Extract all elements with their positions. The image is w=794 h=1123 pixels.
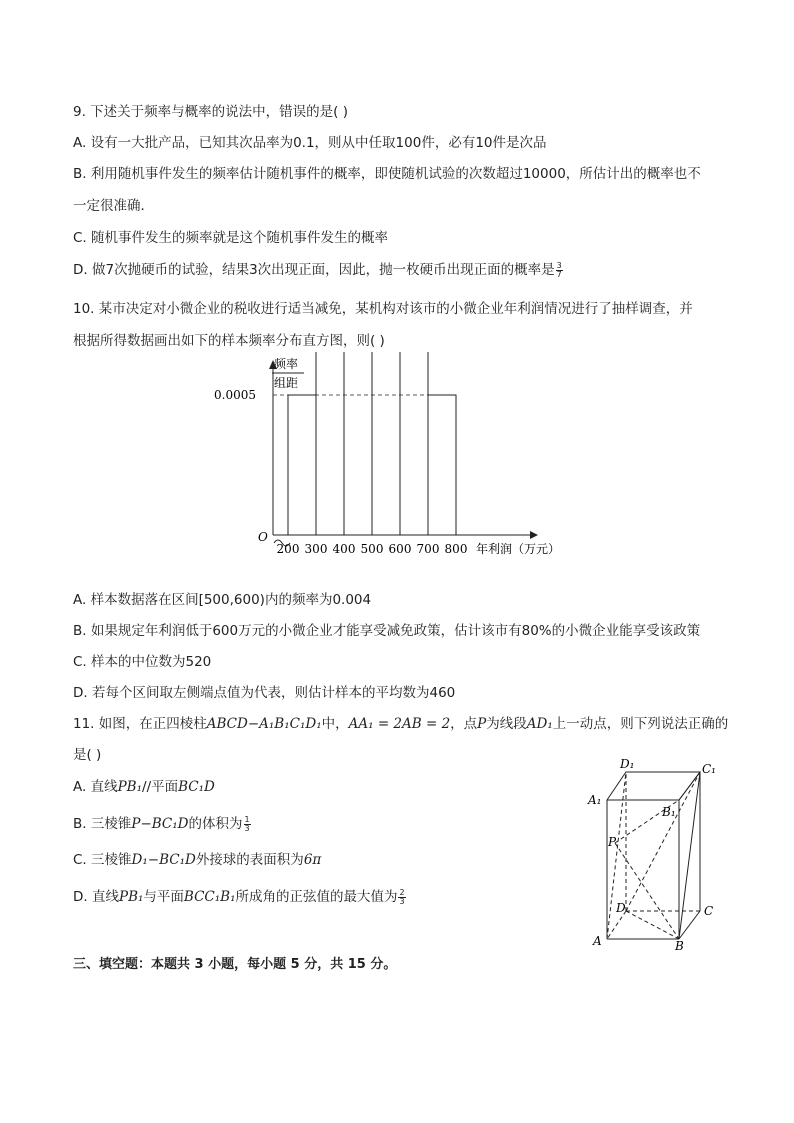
q11-d-fraction: $\frac{2}{3}$ xyxy=(399,887,405,906)
top-face xyxy=(607,772,700,800)
label-b1: B₁ xyxy=(662,805,676,819)
label-a: A xyxy=(593,934,602,948)
histogram-bar xyxy=(344,352,372,535)
histogram-bar xyxy=(400,352,428,535)
label-c: C xyxy=(704,904,714,918)
histogram-plot xyxy=(214,352,560,556)
label-c1: C₁ xyxy=(702,762,716,776)
x-axis-label: 年利润（万元） xyxy=(476,542,561,556)
label-d: D xyxy=(616,901,626,915)
q11-b-fraction: $\frac{1}{3}$ xyxy=(244,814,250,833)
x-axis-arrow xyxy=(530,531,538,539)
q10-option-a: A. 样本数据落在区间[500,600)内的频率为0.004 xyxy=(73,592,372,608)
histogram-chart xyxy=(200,352,600,562)
label-a1: A₁ xyxy=(588,793,602,807)
q9-option-c: C. 随机事件发生的频率就是这个随机事件发生的概率 xyxy=(73,230,389,246)
q11-option-d: D. 直线PB₁与平面BCC₁B₁所成角的正弦值的最大值为 $\frac{2}{3}$ xyxy=(73,887,405,906)
q10-stem-line2: 根据所得数据画出如下的样本频率分布直方图，则( ) xyxy=(73,333,385,349)
histogram-bar xyxy=(316,352,344,535)
q10-stem-line1: 10. 某市决定对小微企业的税收进行适当减免，某机构对该市的小微企业年利润情况进行了抽样调查，并 xyxy=(73,301,693,317)
q11-option-c: C. 三棱锥D₁−BC₁D外接球的表面积为6π xyxy=(73,852,322,868)
origin-label: O xyxy=(258,530,268,544)
q9-option-d xyxy=(73,260,563,280)
histogram-bar xyxy=(288,395,316,535)
prism-figure xyxy=(580,752,730,952)
q9-stem: 9. 下述关于频率与概率的说法中，错误的是( ) xyxy=(73,104,348,120)
q11-option-a: A. 直线PB₁//平面BC₁D xyxy=(73,779,215,795)
q9-option-d-text: D. 做7次抛硬币的试验，结果3次出现正面，因此，抛一枚硬币出现正面的概率是 xyxy=(73,262,555,278)
q11-stem-line2: 是( ) xyxy=(73,747,102,763)
section-3-heading: 三、填空题：本题共 3 小题，每小题 5 分，共 15 分。 xyxy=(73,957,397,972)
x-tick-label: 800 xyxy=(444,542,468,556)
q9-option-b-line2: 一定很准确． xyxy=(73,198,154,214)
x-tick-label: 600 xyxy=(388,542,412,556)
y-tick-label: 0.0005 xyxy=(214,388,256,402)
y-label-bottom: 组距 xyxy=(274,376,299,390)
edge-p-b xyxy=(615,843,679,939)
x-tick-label: 300 xyxy=(304,542,328,556)
label-d1: D₁ xyxy=(620,757,635,771)
x-tick-label: 700 xyxy=(416,542,440,556)
edge-b-c1 xyxy=(679,772,700,939)
histogram-bar xyxy=(428,395,456,535)
q11-option-b: B. 三棱锥P−BC₁D的体积为 $\frac{1}{3}$ xyxy=(73,814,250,833)
edge-d-c1 xyxy=(626,772,700,911)
label-p: P xyxy=(608,835,617,849)
q10-option-d: D. 若每个区间取左侧端点值为代表，则估计样本的平均数为460 xyxy=(73,685,456,701)
q9-option-d-fraction: $\frac{3}{7}$ xyxy=(556,260,562,279)
label-b: B xyxy=(675,939,684,952)
q9-option-b-line1: B. 利用随机事件发生的频率估计随机事件的概率，即使随机试验的次数超过10000，所估计出的概率也不 xyxy=(73,166,701,182)
y-label-top: 频率 xyxy=(274,357,299,371)
q11-stem-line1: 11. 如图，在正四棱柱ABCD−A₁B₁C₁D₁中，AA₁ = 2AB = 2，点P为线段AD₁上一动点，则下列说法正确的 xyxy=(73,716,729,732)
histogram-bar xyxy=(372,352,400,535)
q10-option-c: C. 样本的中位数为520 xyxy=(73,654,212,670)
q10-option-b: B. 如果规定年利润低于600万元的小微企业才能享受减免政策，估计该市有80%的小微企业能享受该政策 xyxy=(73,623,701,639)
x-tick-label: 200 xyxy=(276,542,300,556)
q9-option-a: A. 设有一大批产品，已知其次品率为0.1，则从中任取100件，必有10件是次品 xyxy=(73,135,547,151)
x-tick-label: 500 xyxy=(360,542,384,556)
x-tick-label: 400 xyxy=(332,542,356,556)
edge-d-b xyxy=(626,911,679,939)
